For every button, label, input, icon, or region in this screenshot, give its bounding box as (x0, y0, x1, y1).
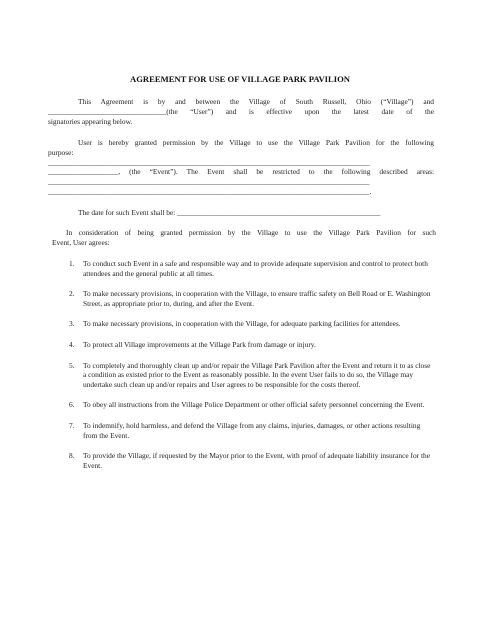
consideration-line-2: Event, User agrees: (52, 237, 110, 247)
list-item: 6. To obey all instructions from the Village Police Department or other official safety personnel concerning the Event. (69, 400, 425, 410)
permission-line-1: User is hereby granted permission by the Village to use the Village Park Pavilion for the following (78, 138, 434, 147)
areas-blank-line-1: _______________________________________________________________________________________ (48, 177, 370, 187)
consideration-line-1: In consideration of being granted permission by the Village to use the Village Park Pavilion for such (66, 228, 436, 237)
item-text: To make necessary provisions, in cooperation with the Village, for adequate parking facilities for attendees. (83, 319, 401, 329)
intro-line-1: This Agreement is by and between the Village of South Russell, Ohio (“Village”) and (78, 97, 434, 106)
item-text: To indemnify, hold harmless, and defend the Village from any claims, injuries, damages, or other actions resulting from the Event. (83, 420, 421, 440)
list-item: 4. To protect all Village improvements at the Village Park from damage or injury. (69, 339, 316, 349)
intro-line-3: signatories appearing below. (48, 116, 133, 126)
permission-line-2: purpose: (48, 147, 74, 157)
event-line: ___________________, (the “Event”). The Event shall be restricted to the following described areas: (48, 167, 434, 177)
list-item: 1. To conduct such Event in a safe and responsible way and to provide adequate supervision and control to protect both attendees and the general public at all times. (69, 259, 428, 278)
list-item: 5. To completely and thoroughly clean up and/or repair the Village Park Pavilion after the Event and return it to as close a condition as existed prior to the Event as reasonably possible. In the event User fails to do so, the Village may undertake such clean up and/or repairs and User agrees to be responsible for the costs thereof. (69, 360, 431, 389)
purpose-blank-line: _______________________________________________________________________________________ (48, 157, 370, 167)
item-text: To protect all Village improvements at the Village Park from damage or injury. (83, 339, 316, 349)
list-item: 8. To provide the Village, if requested by the Mayor prior to the Event, with proof of adequate liability insurance for the Event. (69, 451, 430, 470)
list-item: 2. To make necessary provisions, in cooperation with the Village, to ensure traffic safety on Bell Road or E. Washington Street, as appropriate prior to, during, and after the Event. (69, 289, 431, 308)
consideration-paragraph (52, 228, 436, 248)
event-date-line: The date for such Event shall be: _______________________________________________________ (78, 208, 381, 217)
areas-blank-line-2: _______________________________________________________________________________________. (48, 186, 372, 196)
agreement-items (58, 259, 432, 481)
item-text: To conduct such Event in a safe and responsible way and to provide adequate supervision and control to protect both attendees and the general public at all times. (83, 259, 428, 278)
item-text: To completely and thoroughly clean up and/or repair the Village Park Pavilion after the Event and return it to as close a condition as existed prior to the Event as reasonably possible. In the event User fails to do so, the Village may undertake such clean up and/or repairs and User agrees to be responsible for the costs thereof. (83, 360, 431, 389)
item-text: To provide the Village, if requested by the Mayor prior to the Event, with proof of adequate liability insurance for the Event. (83, 451, 430, 470)
list-item: 3. To make necessary provisions, in cooperation with the Village, for adequate parking facilities for attendees. (69, 319, 401, 329)
document-title: AGREEMENT FOR USE OF VILLAGE PARK PAVILION (130, 74, 350, 84)
item-text: To obey all instructions from the Village Police Department or other official safety personnel concerning the Event. (83, 400, 425, 410)
intro-paragraph (48, 97, 434, 126)
intro-line-2: ________________________________(the “User”) and is effective upon the latest date of the (48, 106, 434, 116)
permission-paragraph (48, 138, 434, 197)
list-item: 7. To indemnify, hold harmless, and defend the Village from any claims, injuries, damages, or other actions resulting from the Event. (69, 420, 421, 440)
item-text: To make necessary provisions, in cooperation with the Village, to ensure traffic safety on Bell Road or E. Washington Street, as appropriate prior to, during, and after the Event. (83, 289, 431, 308)
